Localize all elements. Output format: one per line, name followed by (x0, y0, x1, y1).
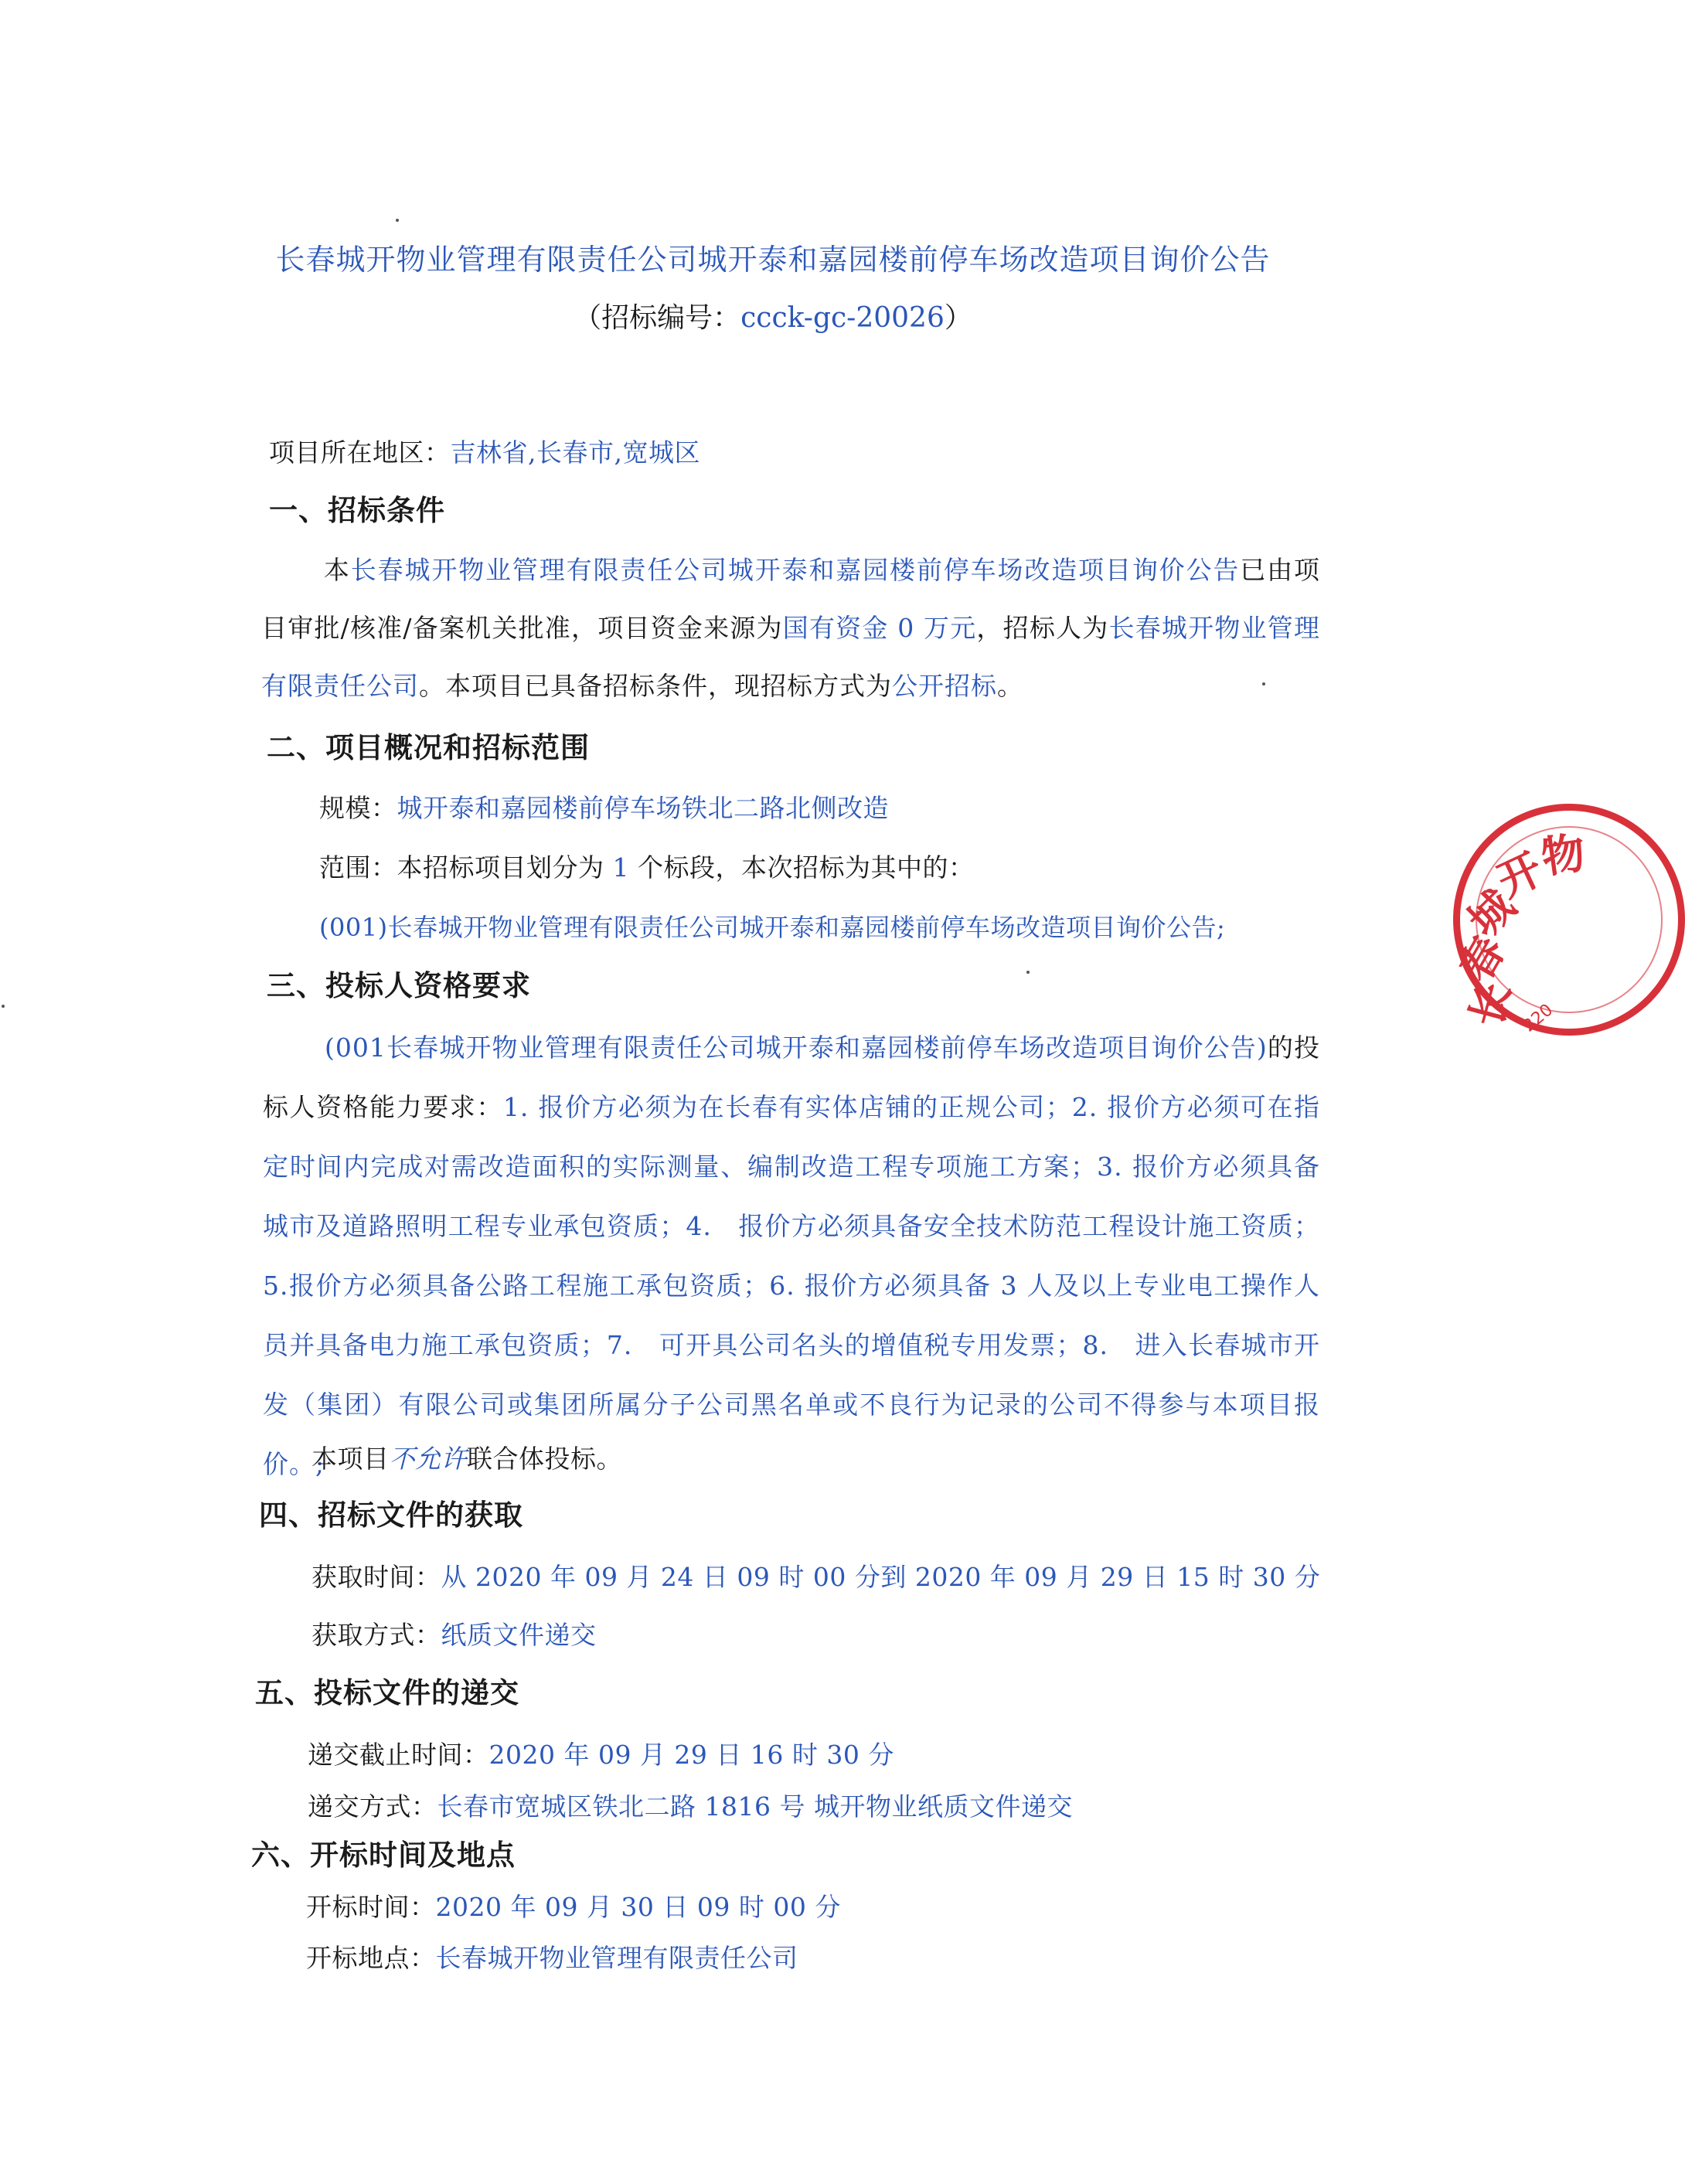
bid-opening-place (306, 1938, 798, 1975)
section-heading-6: 六、开标时间及地点 (251, 1839, 516, 1872)
location-label: 项目所在地区： (269, 437, 451, 468)
scale-value: 城开泰和嘉园楼前停车场铁北二路北侧改造 (397, 793, 889, 823)
bid-submit-method (308, 1787, 1073, 1823)
scope-text: 个标段，本次招标为其中的： (637, 852, 975, 883)
label: 获取方式： (311, 1620, 441, 1650)
section1-paragraph (261, 541, 1320, 715)
section-heading-2: 二、项目概况和招标范围 (267, 731, 590, 764)
lot-count: 1 (604, 852, 638, 883)
text-segment: 本 (323, 555, 351, 585)
section-heading-4: 四、招标文件的获取 (259, 1499, 523, 1532)
tender-number-code: ccck-gc-20026 (740, 302, 945, 334)
text-segment: 的投标人资格能力要求： (263, 1032, 1320, 1122)
tender-number-prefix: （招标编号： (574, 302, 741, 334)
project-scale (319, 788, 889, 825)
section-heading-5: 五、投标文件的递交 (255, 1676, 519, 1709)
section-heading-3: 三、投标人资格要求 (267, 969, 531, 1002)
tender-method: 公开招标 (892, 671, 997, 701)
doc-obtain-method (311, 1615, 597, 1652)
bid-opening-time (306, 1887, 841, 1924)
scan-speck (396, 219, 399, 222)
text-segment: 。 (997, 671, 1023, 701)
section-heading-1: 一、招标条件 (269, 494, 445, 527)
text-segment: 联合体投标。 (467, 1444, 622, 1474)
text-segment: 已由项目审批/核准/备案机关批准，项目资金来源为 (261, 555, 1321, 643)
seal-number: 220 (1519, 1000, 1557, 1036)
doc-obtain-time (311, 1557, 1320, 1594)
requirement-lot: (001长春城开物业管理有限责任公司城开泰和嘉园楼前停车场改造项目询价公告) (325, 1032, 1268, 1063)
label: 递交截止时间： (308, 1740, 489, 1770)
seal-char: 开 (1489, 843, 1551, 908)
joint-bid-note (311, 1439, 622, 1475)
scan-speck (2, 1005, 5, 1008)
tenderer-name: 长春城开物业管理有限责任公司 (261, 613, 1320, 701)
project-scope (319, 848, 974, 884)
joint-bid-status: 不允许 (389, 1444, 467, 1474)
tender-number-suffix: ） (944, 302, 972, 334)
fund-source: 国有资金 0 万元 (782, 613, 977, 643)
value: 长春市宽城区铁北二路 1816 号 城开物业纸质文件递交 (437, 1791, 1073, 1822)
scan-speck (1026, 971, 1030, 974)
company-seal (1450, 804, 1685, 1036)
bid-deadline (308, 1735, 894, 1771)
lot-item: (001)长春城开物业管理有限责任公司城开泰和嘉园楼前停车场改造项目询价公告; (319, 913, 1226, 942)
scale-label: 规模： (319, 793, 397, 823)
qualification-requirements (263, 1018, 1320, 1494)
value: 纸质文件递交 (441, 1620, 597, 1650)
label: 获取时间： (311, 1562, 441, 1592)
requirement-detail: 1. 报价方必须为在长春有实体店铺的正规公司；2. 报价方必须可在指定时间内完成对需改造面积的实际测量、编制改造工程专项施工方案；3. 报价方必须具备城市及道路照明工程专业承包资质；4. 报价方必须具备安全技术防范工程设计施工资质；5.报价方必须具备公路工程施工承包资质；6. 报价方必须具备 3 人及以上专业电工操作人员并具备电力施工承包资质；7. 可开具公司名头的增值税专用发票；8. 进入长春城市开发（集团）有限公司或集团所属分子公司黑名单或不良行为记录的公司不得参与本项目报价。; (263, 1092, 1321, 1479)
value: 长春城开物业管理有限责任公司 (435, 1943, 798, 1973)
label: 递交方式： (308, 1791, 437, 1822)
scope-text: 范围：本招标项目划分为 (319, 852, 604, 883)
text-segment: 。本项目已具备招标条件，现招标方式为 (419, 671, 892, 701)
location-value: 吉林省,长春市,宽城区 (450, 437, 700, 468)
text-segment: ，招标人为 (976, 613, 1109, 643)
seal-char: 长 (1461, 977, 1521, 1032)
seal-char: 物 (1538, 828, 1588, 884)
text-segment: 本项目 (311, 1444, 390, 1474)
label: 开标地点： (306, 1943, 436, 1973)
document-title: 长春城开物业管理有限责任公司城开泰和嘉园楼前停车场改造项目询价公告 (275, 243, 1271, 277)
seal-char: 城 (1459, 880, 1525, 947)
value: 从 2020 年 09 月 24 日 09 时 00 分到 2020 年 09 月 29 日 15 时 30 分 (441, 1562, 1321, 1592)
tender-number (0, 296, 1546, 335)
project-name: 长春城开物业管理有限责任公司城开泰和嘉园楼前停车场改造项目询价公告 (350, 555, 1241, 585)
scan-speck (1262, 682, 1265, 685)
seal-char: 春 (1450, 927, 1516, 991)
project-location (269, 433, 700, 469)
label: 开标时间： (306, 1892, 436, 1922)
value: 2020 年 09 月 29 日 16 时 30 分 (488, 1740, 894, 1770)
value: 2020 年 09 月 30 日 09 时 00 分 (435, 1892, 841, 1922)
